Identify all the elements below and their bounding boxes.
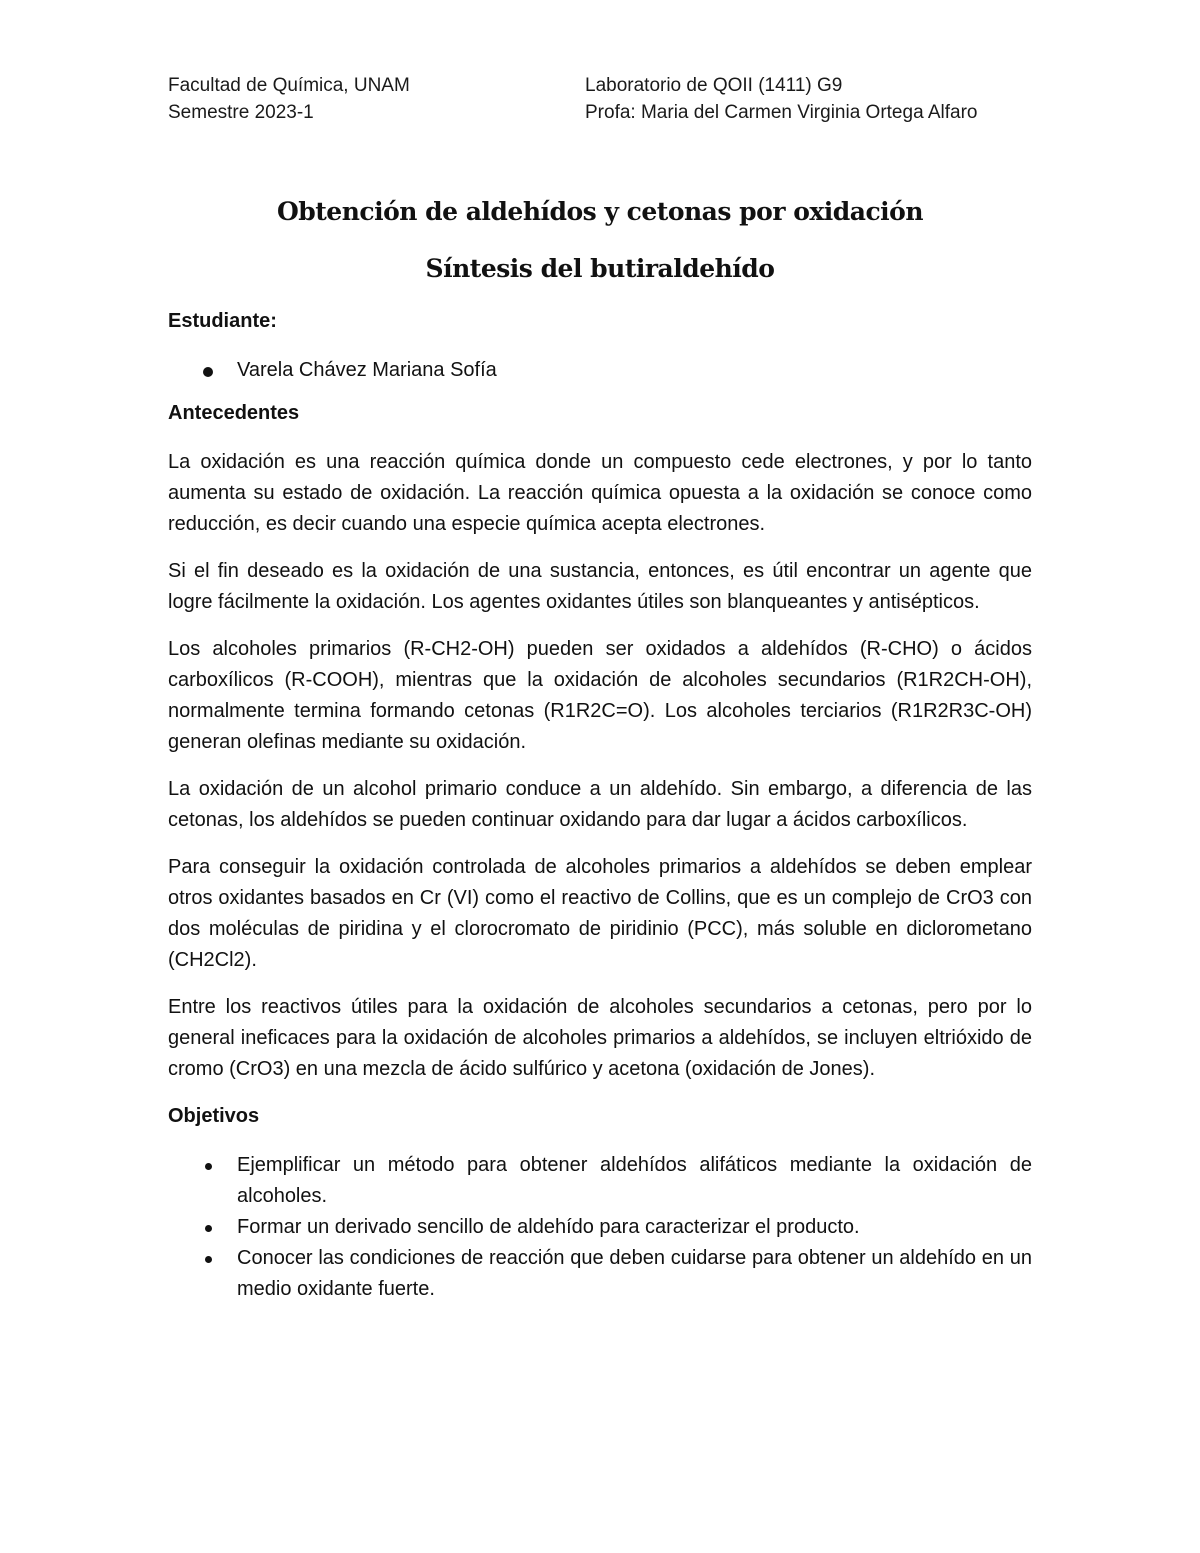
bullet-icon xyxy=(203,367,213,377)
student-list xyxy=(168,355,1032,386)
bullet-icon xyxy=(205,1256,212,1263)
header-left xyxy=(168,72,410,126)
bullet-icon xyxy=(205,1225,212,1232)
document-body xyxy=(168,306,1032,1305)
antecedentes-paragraph: Para conseguir la oxidación controlada de alcoholes primarios a aldehídos se deben emplear otros oxidantes basados en Cr (VI) como el reactivo de Collins, que es un complejo de CrO3 con dos moléculas de piridina y el clorocromato de piridinio (PCC), más soluble en diclorometano (CH2Cl2). xyxy=(168,856,1032,971)
antecedentes-heading: Antecedentes xyxy=(168,402,300,424)
objetivo-item xyxy=(168,1243,1032,1305)
lab-label: Laboratorio de QOII (1411) G9 xyxy=(585,75,843,96)
objetivo-text: Formar un derivado sencillo de aldehído para caracterizar el producto. xyxy=(237,1216,860,1238)
student-name: Varela Chávez Mariana Sofía xyxy=(237,359,497,381)
antecedentes-paragraph: La oxidación de un alcohol primario conduce a un aldehído. Sin embargo, a diferencia de las cetonas, los aldehídos se pueden continuar oxidando para dar lugar a ácidos carboxílicos. xyxy=(168,778,1032,831)
objetivo-item xyxy=(168,1212,1032,1243)
header-right xyxy=(585,72,978,126)
antecedentes-paragraph: Los alcoholes primarios (R-CH2-OH) pueden ser oxidados a aldehídos (R-CHO) o ácidos carboxílicos (R-COOH), mientras que la oxidación de alcoholes secundarios (R1R2CH-OH), normalmente termina formando cetonas (R1R2C=O). Los alcoholes terciarios (R1R2R3C-OH) generan olefinas mediante su oxidación. xyxy=(168,638,1032,753)
objetivos-list xyxy=(168,1150,1032,1305)
semester-label: Semestre 2023-1 xyxy=(168,102,314,123)
document-subtitle: Síntesis del butiraldehído xyxy=(425,254,775,283)
student-item xyxy=(168,355,1032,386)
bullet-icon xyxy=(205,1163,212,1170)
objetivo-text: Ejemplificar un método para obtener aldehídos alifáticos mediante la oxidación de alcoholes. xyxy=(237,1154,1032,1207)
document-title: Obtención de aldehídos y cetonas por oxidación xyxy=(276,197,924,226)
professor-label: Profa: Maria del Carmen Virginia Ortega Alfaro xyxy=(585,102,978,123)
antecedentes-paragraph: Entre los reactivos útiles para la oxidación de alcoholes secundarios a cetonas, pero por lo general ineficaces para la oxidación de alcoholes primarios a aldehídos, se incluyen eltrióxido de cromo (CrO3) en una mezcla de ácido sulfúrico y acetona (oxidación de Jones). xyxy=(168,996,1032,1080)
antecedentes-paragraph: Si el fin deseado es la oxidación de una sustancia, entonces, es útil encontrar un agente que logre fácilmente la oxidación. Los agentes oxidantes útiles son blanqueantes y antisépticos. xyxy=(168,560,1032,613)
objetivos-heading: Objetivos xyxy=(168,1105,260,1127)
student-heading: Estudiante: xyxy=(168,310,277,332)
objetivo-text: Conocer las condiciones de reacción que deben cuidarse para obtener un aldehído en un medio oxidante fuerte. xyxy=(237,1247,1032,1300)
faculty-label: Facultad de Química, UNAM xyxy=(168,75,410,96)
objetivo-item xyxy=(168,1150,1032,1212)
antecedentes-paragraph: La oxidación es una reacción química donde un compuesto cede electrones, y por lo tanto aumenta su estado de oxidación. La reacción química opuesta a la oxidación se conoce como reducción, es decir cuando una especie química acepta electrones. xyxy=(168,451,1032,535)
